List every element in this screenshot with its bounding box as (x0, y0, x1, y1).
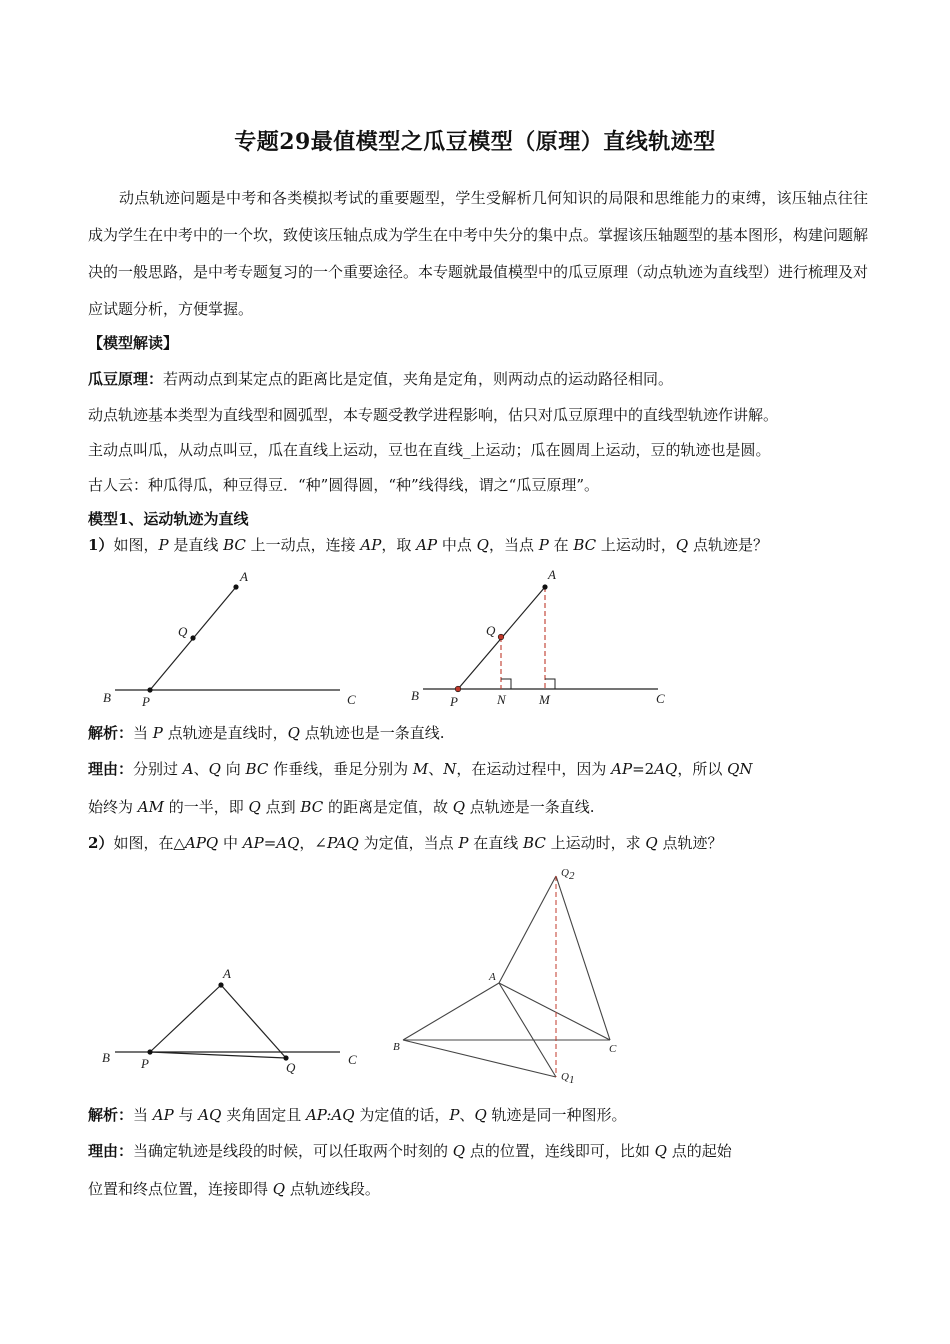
q2-text: 上运动时，求 (545, 834, 646, 852)
q1-var: P (158, 536, 169, 554)
r1-var: M (412, 760, 429, 778)
r1-var: AQ (654, 760, 678, 778)
a2-text: 夹角固定且 (221, 1106, 306, 1124)
segment-bq1 (403, 1040, 556, 1077)
segment-q2c (556, 876, 610, 1040)
r2b-text: 点轨迹线段。 (285, 1180, 380, 1198)
q1-text: 点轨迹是？ (688, 536, 769, 554)
r1b-text: 点到 (260, 798, 301, 816)
a1-var: P (152, 724, 163, 742)
r1-text: ，所以 (677, 760, 728, 778)
gua-dou-text: 主动点叫瓜，从动点叫豆，瓜在直线上运动，豆也在直线_上运动；瓜在圆周上运动，豆的轨迹也是圆。 (88, 441, 771, 459)
a2-var: AP:AQ (305, 1106, 355, 1124)
q1-text: 上运动时， (596, 536, 676, 554)
r1-text: =2 (632, 760, 655, 778)
page-title: 专题29最值模型之瓜豆模型（原理）直线轨迹型 (234, 129, 716, 155)
segment-ba (403, 983, 499, 1040)
point-a (542, 584, 547, 589)
label-q2: Q2 (561, 867, 575, 882)
q1-var: BC (573, 536, 597, 554)
label-a: A (548, 567, 556, 582)
a1-text: 点轨迹是直线时， (162, 724, 288, 742)
point-p (455, 686, 461, 692)
label-q: Q (486, 623, 496, 638)
label-c: C (347, 692, 356, 707)
q2-var: PAQ (327, 834, 359, 852)
r1-text: 向 (220, 760, 246, 778)
a1-text: 点轨迹也是一条直线. (299, 724, 445, 742)
q1-text: 如图， (113, 536, 159, 554)
r1b-text: 的距离是定值，故 (323, 798, 453, 816)
line-types-text: 动点轨迹基本类型为直线型和圆弧型，本专题受教学进程影响，估只对瓜豆原理中的直线型轨迹作讲解。 (88, 406, 779, 424)
r1b-var: Q (452, 798, 466, 816)
segment-ap (150, 985, 221, 1052)
figure-1b (411, 567, 665, 709)
principle-text: 若两动点到某定点的距离比是定值，夹角是定角，则两动点的运动路径相同。 (163, 370, 674, 388)
label-c: C (609, 1043, 617, 1055)
q1-text: ，当点 (488, 536, 539, 554)
q2-text: 如图，在△ (113, 834, 185, 852)
q1-text: 上一动点，连接 (245, 536, 361, 554)
right-angle-m (545, 679, 555, 689)
q1-var: Q (675, 536, 689, 554)
q2-text: 为定值，当点 (358, 834, 459, 852)
q1-number: 1） (88, 536, 114, 554)
analysis-2 (88, 1104, 627, 1125)
q2-text: = (263, 834, 277, 852)
principle-label: 瓜豆原理： (88, 370, 164, 388)
a2-var: Q (474, 1106, 487, 1124)
figure-2b (393, 867, 617, 1086)
r1-text: 、 (428, 760, 444, 778)
r1-var: QN (727, 760, 753, 778)
figure-1a (103, 569, 356, 709)
segment-pq (150, 1052, 286, 1058)
label-a: A (489, 971, 496, 983)
q2-var: P (458, 834, 469, 852)
label-b: B (103, 690, 111, 705)
label-q: Q (178, 624, 188, 639)
figure-2a (102, 966, 357, 1075)
a1-var: Q (287, 724, 300, 742)
label-c: C (348, 1052, 357, 1067)
r2-text: 点的起始 (666, 1142, 732, 1160)
q2-var: AP (242, 834, 264, 852)
question-2 (88, 832, 722, 853)
label-q1: Q1 (561, 1071, 575, 1086)
q2-text: ，∠ (299, 834, 327, 852)
label-p: P (141, 1056, 149, 1071)
r1-var: AP (611, 760, 633, 778)
label-a: A (223, 966, 231, 981)
label-q: Q (286, 1060, 296, 1075)
reason-label: 理由： (88, 1142, 134, 1160)
label-b: B (393, 1041, 400, 1053)
q1-text: 在 (548, 536, 574, 554)
point-p (147, 1049, 152, 1054)
r2b-text: 位置和终点位置，连接即得 (88, 1180, 273, 1198)
q2-var: AQ (276, 834, 300, 852)
q1-text: 中点 (437, 536, 477, 554)
label-c: C (656, 691, 665, 706)
a2-text: 、 (459, 1106, 475, 1124)
q1-text: ，取 (381, 536, 417, 554)
r1b-text: 点轨迹是一条直线. (465, 798, 595, 816)
reason-2 (88, 1140, 732, 1161)
q1-var: Q (476, 536, 489, 554)
r2b-var: Q (272, 1180, 286, 1198)
q1-var: AP (360, 536, 382, 554)
section-heading: 【模型解读】 (88, 334, 179, 352)
point-p (147, 687, 152, 692)
r1-var: Q (208, 760, 221, 778)
point-a (233, 584, 238, 589)
r1-var: N (443, 760, 457, 778)
q1-var: P (538, 536, 549, 554)
analysis-1 (88, 722, 445, 743)
reason-2-cont (88, 1178, 380, 1199)
a2-var: AP (152, 1106, 174, 1124)
label-p: P (450, 694, 458, 709)
r1-var: A (182, 760, 194, 778)
a2-var: P (449, 1106, 460, 1124)
q2-text: 在直线 (468, 834, 524, 852)
label-n: N (497, 692, 506, 707)
segment-aq2 (499, 876, 556, 983)
proverb-text: 古人云：种瓜得瓜，种豆得豆．“种”圆得圆，“种”线得线，谓之“瓜豆原理”。 (88, 476, 600, 494)
right-angle-n (501, 679, 511, 689)
a2-text: 当 (133, 1106, 153, 1124)
reason-1-cont (88, 796, 595, 817)
point-q (498, 634, 504, 640)
intro-paragraph: 动点轨迹问题是中考和各类模拟考试的重要题型，学生受解析几何知识的局限和思维能力的束缚，该压轴点往往成为学生在中考中的一个坎，致使该压轴点成为学生在中考中失分的集中点。掌握该压轴题型的基本图形，构建问题解决的一般思路，是中考专题复习的一个重要途径。本专题就最值模型中的瓜豆原理（动点轨迹为直线型）进行梳理及对应试题分析，方便掌握。 (88, 189, 869, 318)
point-a (218, 982, 223, 987)
r1b-text: 的一半，即 (163, 798, 249, 816)
a2-var: AQ (198, 1106, 222, 1124)
analysis-label: 解析： (88, 1106, 134, 1124)
q2-var: Q (645, 834, 658, 852)
r1b-text: 始终为 (88, 798, 138, 816)
q2-var: APQ (184, 834, 219, 852)
label-p: P (142, 694, 150, 709)
a1-text: 当 (133, 724, 153, 742)
r2-text: 点的位置，连线即可，比如 (465, 1142, 655, 1160)
q2-text: 中 (218, 834, 243, 852)
r2-var: Q (452, 1142, 466, 1160)
q2-var: BC (523, 834, 546, 852)
r1-var: BC (245, 760, 269, 778)
a2-text: 轨迹是同一种图形。 (486, 1106, 627, 1124)
segment-aq (221, 985, 286, 1058)
a2-text: 为定值的话， (354, 1106, 450, 1124)
reason-label: 理由： (88, 760, 134, 778)
label-b: B (411, 688, 419, 703)
analysis-label: 解析： (88, 724, 134, 742)
q2-text: 点轨迹？ (657, 834, 723, 852)
reason-1 (88, 758, 753, 779)
r1b-var: AM (137, 798, 164, 816)
q1-text: 是直线 (168, 536, 224, 554)
model1-heading: 模型1、运动轨迹为直线 (88, 510, 249, 528)
q1-var: BC (223, 536, 246, 554)
point-q (190, 635, 195, 640)
r1b-var: Q (248, 798, 261, 816)
label-m: M (539, 692, 550, 707)
r1-text: 分别过 (133, 760, 183, 778)
r2-var: Q (654, 1142, 667, 1160)
q1-var: AP (416, 536, 438, 554)
r1-text: ，在运动过程中，因为 (456, 760, 612, 778)
label-b: B (102, 1050, 110, 1065)
q2-number: 2） (88, 834, 114, 852)
r1-text: 、 (193, 760, 209, 778)
label-a: A (240, 569, 248, 584)
r1-text: 作垂线，垂足分别为 (268, 760, 413, 778)
a2-text: 与 (173, 1106, 199, 1124)
r2-text: 当确定轨迹是线段的时候，可以任取两个时刻的 (133, 1142, 453, 1160)
r1b-var: BC (300, 798, 324, 816)
